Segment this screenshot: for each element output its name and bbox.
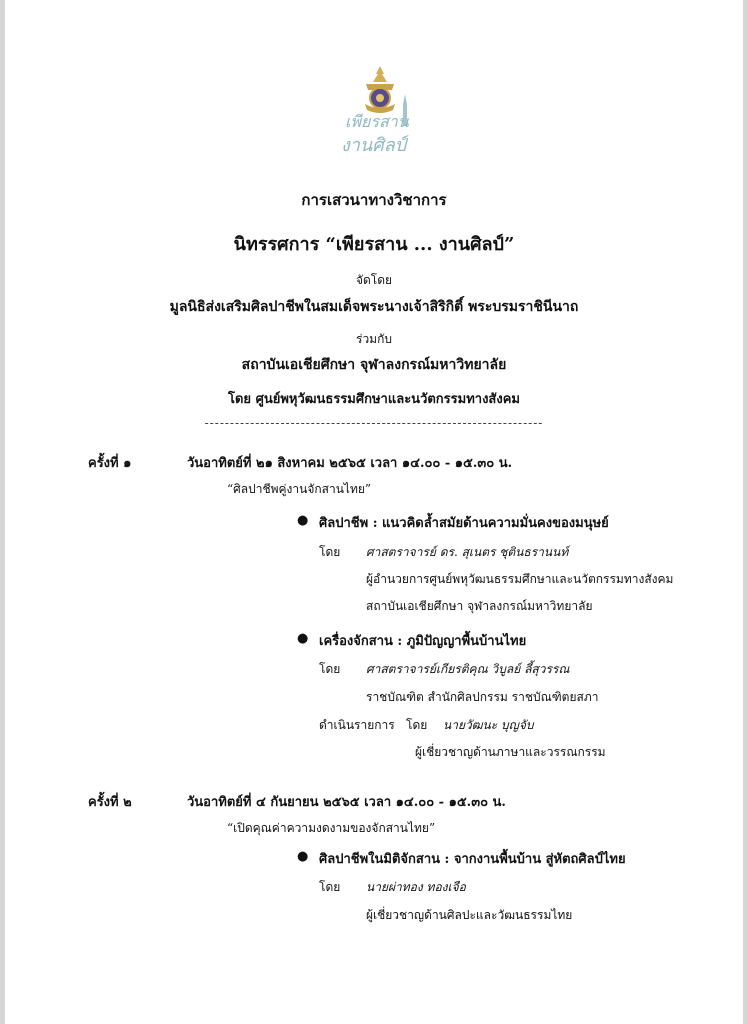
organizer-name: มูลนิธิส่งเสริมศิลปาชีพในสมเด็จพระนางเจ้าสิริกิติ์ พระบรมราชินีนาถ	[169, 299, 579, 315]
organized-by-label: จัดโดย	[355, 273, 393, 287]
logo-text-line1: เพียรสาน	[345, 112, 409, 131]
session2-topic1-speaker: นายผ่าทอง ทองเจือ	[366, 880, 466, 894]
session1-topic2-speaker: ศาสตราจารย์เกียรติคุณ วิบูลย์ ลี้สุวรรณ	[366, 662, 570, 676]
document-page	[5, 0, 743, 1024]
session1-topic1-role1: ผู้อำนวยการศูนย์พหุวัฒนธรรมศึกษาและนวัตกรรมทางสังคม	[366, 572, 674, 586]
session2-number: ครั้งที่ ๒	[88, 795, 132, 810]
session1-topic2-by: โดย	[319, 662, 341, 676]
session2-topic1-by: โดย	[319, 880, 341, 894]
seminar-title: การเสวนาทางวิชาการ	[301, 191, 447, 209]
logo-text-line2: งานศิลป์	[341, 135, 407, 156]
section-divider: -------------------------------------------------------------------	[204, 416, 544, 430]
partner-unit: โดย ศูนย์พหุวัฒนธรรมศึกษาและนวัตกรรมทางสังคม	[228, 392, 520, 407]
bullet-icon: ●	[297, 849, 309, 864]
session2-theme: “เปิดคุณค่าความงดงามของจักสานไทย”	[227, 821, 436, 835]
exhibition-title: นิทรรศการ “เพียรสาน ... งานศิลป์”	[233, 234, 515, 255]
session1-topic1: ศิลปาชีพ : แนวคิดล้ำสมัยด้านความมั่นคงของมนุษย์	[319, 516, 609, 531]
session2-topic1: ศิลปาชีพในมิติจักสาน : จากงานพื้นบ้าน สู่หัตถศิลป์ไทย	[319, 852, 626, 867]
session1-topic2-role: ราชบัณฑิต สำนักศิลปกรรม ราชบัณฑิตยสภา	[366, 690, 599, 704]
event-logo	[335, 64, 425, 174]
moderator-name: นายวัฒนะ บุญจับ	[443, 718, 534, 732]
moderator-by: โดย	[406, 718, 428, 732]
with-label: ร่วมกับ	[356, 332, 392, 346]
session2-datetime: วันอาทิตย์ที่ ๔ กันยายน ๒๕๖๕ เวลา ๑๔.๐๐ - ๑๕.๓๐ น.	[187, 795, 506, 810]
session1-datetime: วันอาทิตย์ที่ ๒๑ สิงหาคม ๒๕๖๕ เวลา ๑๔.๐๐ - ๑๕.๓๐ น.	[187, 456, 513, 471]
session1-topic2: เครื่องจักสาน : ภูมิปัญญาพื้นบ้านไทย	[319, 634, 527, 649]
moderator-role: ผู้เชี่ยวชาญด้านภาษาและวรรณกรรม	[415, 745, 606, 759]
moderator-label: ดำเนินรายการ	[319, 718, 395, 732]
partner-name: สถาบันเอเชียศึกษา จุฬาลงกรณ์มหาวิทยาลัย	[241, 357, 507, 373]
session1-topic1-by: โดย	[319, 545, 341, 559]
bullet-icon: ●	[297, 631, 309, 646]
session1-theme: “ศิลปาชีพคู่งานจักสานไทย”	[227, 482, 372, 496]
session2-topic1-role: ผู้เชี่ยวชาญด้านศิลปะและวัฒนธรรมไทย	[366, 908, 573, 922]
bullet-icon: ●	[297, 513, 309, 528]
session1-number: ครั้งที่ ๑	[88, 456, 132, 471]
session1-topic1-role2: สถาบันเอเชียศึกษา จุฬาลงกรณ์มหาวิทยาลัย	[366, 599, 593, 613]
session1-topic1-speaker: ศาสตราจารย์ ดร. สุเนตร ชุตินธรานนท์	[366, 545, 569, 559]
